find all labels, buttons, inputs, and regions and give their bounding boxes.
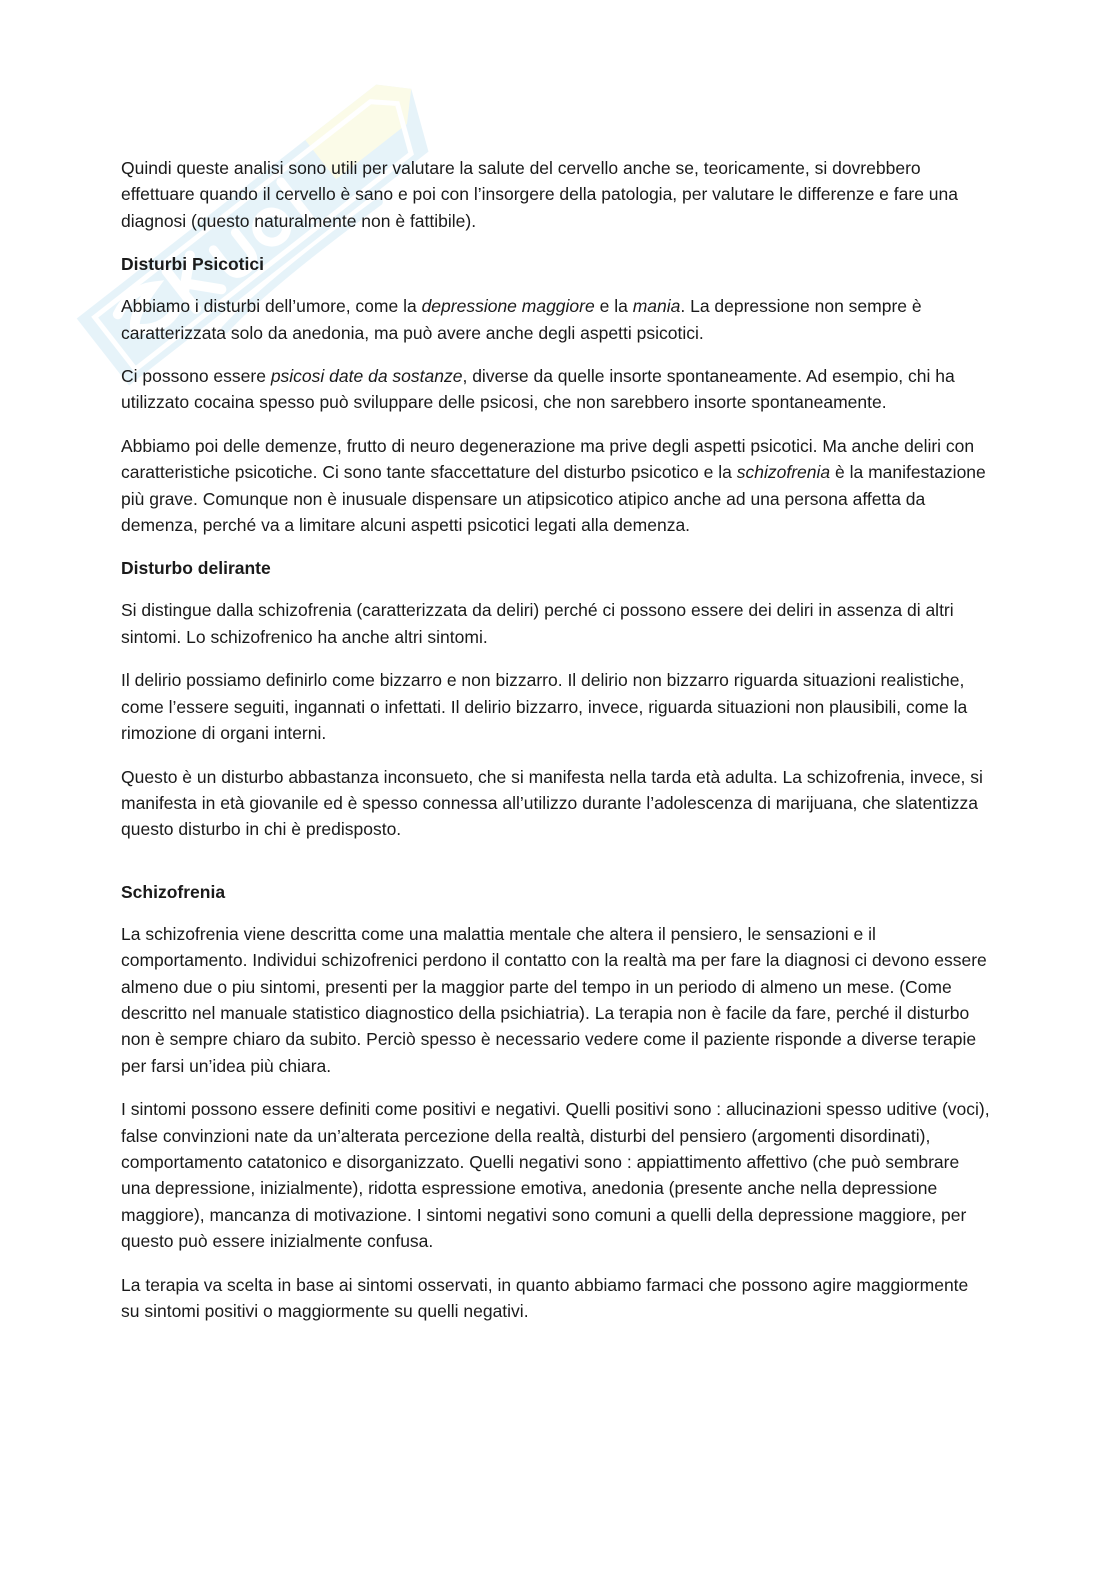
heading-disturbi-psicotici: Disturbi Psicotici [121,254,264,275]
paragraph-definizione-schizofrenia: La schizofrenia viene descritta come una malattia mentale che altera il pensiero, le sensazioni e il comportamento. Individui schizofrenici perdono il contatto con la realtà ma per fare la diagnosi ci devono essere almeno due o piu sintomi, presenti per la maggior parte del tempo in un periodo di almeno un mese. (Come descritto nel manuale statistico diagnostico della psichiatria). La terapia non è facile da fare, perché il disturbo non è sempre chiaro da subito. Perciò spesso è necessario vedere come il paziente risponde a diverse terapie per farsi un’idea più chiara. [121,923,987,1076]
paragraph-delirio-bizzarro: Il delirio possiamo definirlo come bizzarro e non bizzarro. Il delirio non bizzarro riguarda situazioni realistiche, come l’essere seguiti, ingannati o infettati. Il delirio bizzarro, invece, riguarda situazioni non plausibili, come la rimozione di organi interni. [121,670,968,744]
paragraph-distinzione-deliri: Si distingue dalla schizofrenia (caratterizzata da deliri) perché ci possono essere dei deliri in assenza di altri sintomi. Lo schizofrenico ha anche altri sintomi. [121,600,954,647]
paragraph-terapia: La terapia va scelta in base ai sintomi osservati, in quanto abbiamo farmaci che possono agire maggiormente su sintomi positivi o maggiormente su quelli negativi. [121,1274,969,1321]
document-page [121,155,991,1341]
paragraph-intro: Quindi queste analisi sono utili per valutare la salute del cervello anche se, teoricamente, si dovrebbero effettuare quando il cervello è sano e poi con l’insorgere della patologia, per valutare le differenze e fare una diagnosi (questo naturalmente non è fattibile). [121,158,958,231]
paragraph-sintomi: I sintomi possono essere definiti come positivi e negativi. Quelli positivi sono : allucinazioni spesso uditive (voci), false convinzioni nate da un’alterata percezione della realtà, disturbi del pensiero (argomenti disordinati), comportamento catatonico e disorganizzato. Quelli negativi sono : appiattimento affettivo (che può sembrare una depressione, inizialmente), ridotta espressione emotiva, anedonia (presente anche nella depressione maggiore), mancanza di motivazione. I sintomi negativi sono comuni a quelli della depressione maggiore, per questo può essere inizialmente confusa. [121,1099,990,1252]
heading-schizofrenia: Schizofrenia [121,881,226,902]
paragraph-demenze: Abbiamo poi delle demenze, frutto di neuro degenerazione ma prive degli aspetti psicotici. Ma anche deliri con caratteristiche psicotiche. Ci sono tante sfaccettature del disturbo psicotico e la schizofrenia è la manifestazione più grave. Comunque non è inusuale dispensare un atipsicotico atipico anche ad una persona affetta da demenza, perché va a limitare alcuni aspetti psicotici legati alla demenza. [121,435,986,536]
paragraph-disturbi-umore: Abbiamo i disturbi dell’umore, come la depressione maggiore e la mania. La depressione non sempre è caratterizzata solo da anedonia, ma può avere anche degli aspetti psicotici. [121,296,922,343]
paragraph-psicosi-sostanze: Ci possono essere psicosi date da sostanze, diverse da quelle insorte spontaneamente. Ad esempio, chi ha utilizzato cocaina spesso può sviluppare delle psicosi, che non sarebbero insorte spontaneamente. [121,366,955,413]
heading-disturbo-delirante: Disturbo delirante [121,558,271,579]
paragraph-eta-insorgenza: Questo è un disturbo abbastanza inconsueto, che si manifesta nella tarda età adulta. La schizofrenia, invece, si manifesta in età giovanile ed è spesso connessa all’utilizzo durante l’adolescenza di marijuana, che slatentizza questo disturbo in chi è predisposto. [121,766,983,840]
